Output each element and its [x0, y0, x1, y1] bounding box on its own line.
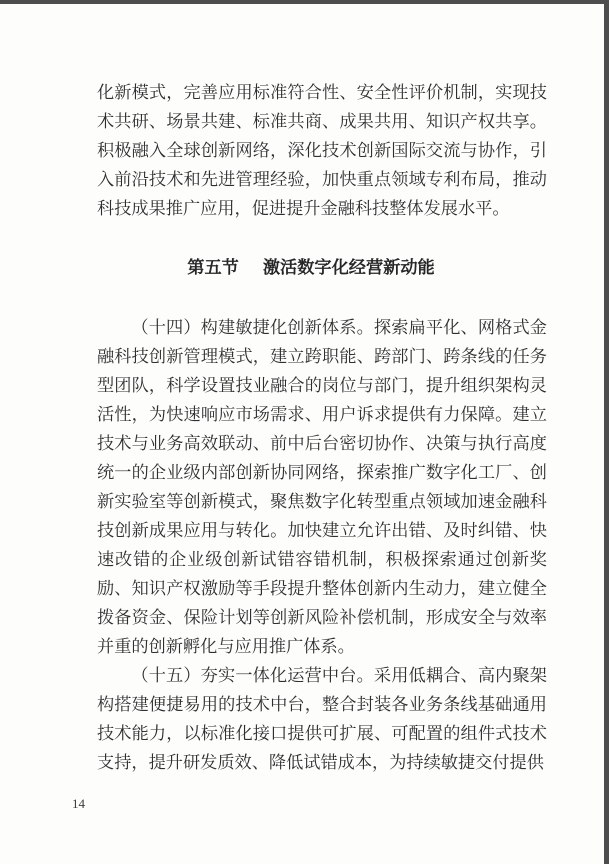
section-heading-number: 第五节 — [187, 258, 239, 277]
paragraph-item-14: （十四）构建敏捷化创新体系。探索扁平化、网格式金融科技创新管理模式，建立跨职能、跨部门、跨条线的任务型团队，科学设置技业融合的岗位与部门，提升组织架构灵活性，为快速响应市场需求、用户诉求提供有力保障。建立技术与业务高效联动、前中后台密切协作、决策与执行高度统一的企业级内部创新协同网络，探索推广数字化工厂、创新实验室等创新模式，聚焦数字化转型重点领域加速金融科技创新成果应用与转化。加快建立允许出错、及时纠错、快速改错的企业级创新试错容错机制，积极探索通过创新奖励、知识产权激励等手段提升整体创新内生动力，建立健全拨备资金、保险计划等创新风险补偿机制，形成安全与效率并重的创新孵化与应用推广体系。 — [97, 318, 547, 656]
section-heading — [86, 253, 536, 282]
paragraph-item-15: （十五）夯实一体化运营中台。采用低耦合、高内聚架构搭建便捷易用的技术中台，整合封装各业务条线基础通用技术能力，以标准化接口提供可扩展、可配置的组件式技术支持，提升研发质效、降低试错成本，为持续敏捷交付提供 — [97, 666, 547, 772]
scan-edge-top — [0, 0, 609, 4]
paragraph-continuation: 化新模式，完善应用标准符合性、安全性评价机制，实现技术共研、场景共建、标准共商、成果共用、知识产权共享。积极融入全球创新网络，深化技术创新国际交流与协作，引入前沿技术和先进管理经验，加快重点领域专利布局，推动科技成果推广应用，促进提升金融科技整体发展水平。 — [97, 83, 547, 218]
page-content — [97, 78, 547, 777]
page-number: 14 — [72, 796, 85, 811]
section-heading-title: 激活数字化经营新动能 — [262, 258, 435, 277]
scan-edge-right — [604, 0, 609, 864]
